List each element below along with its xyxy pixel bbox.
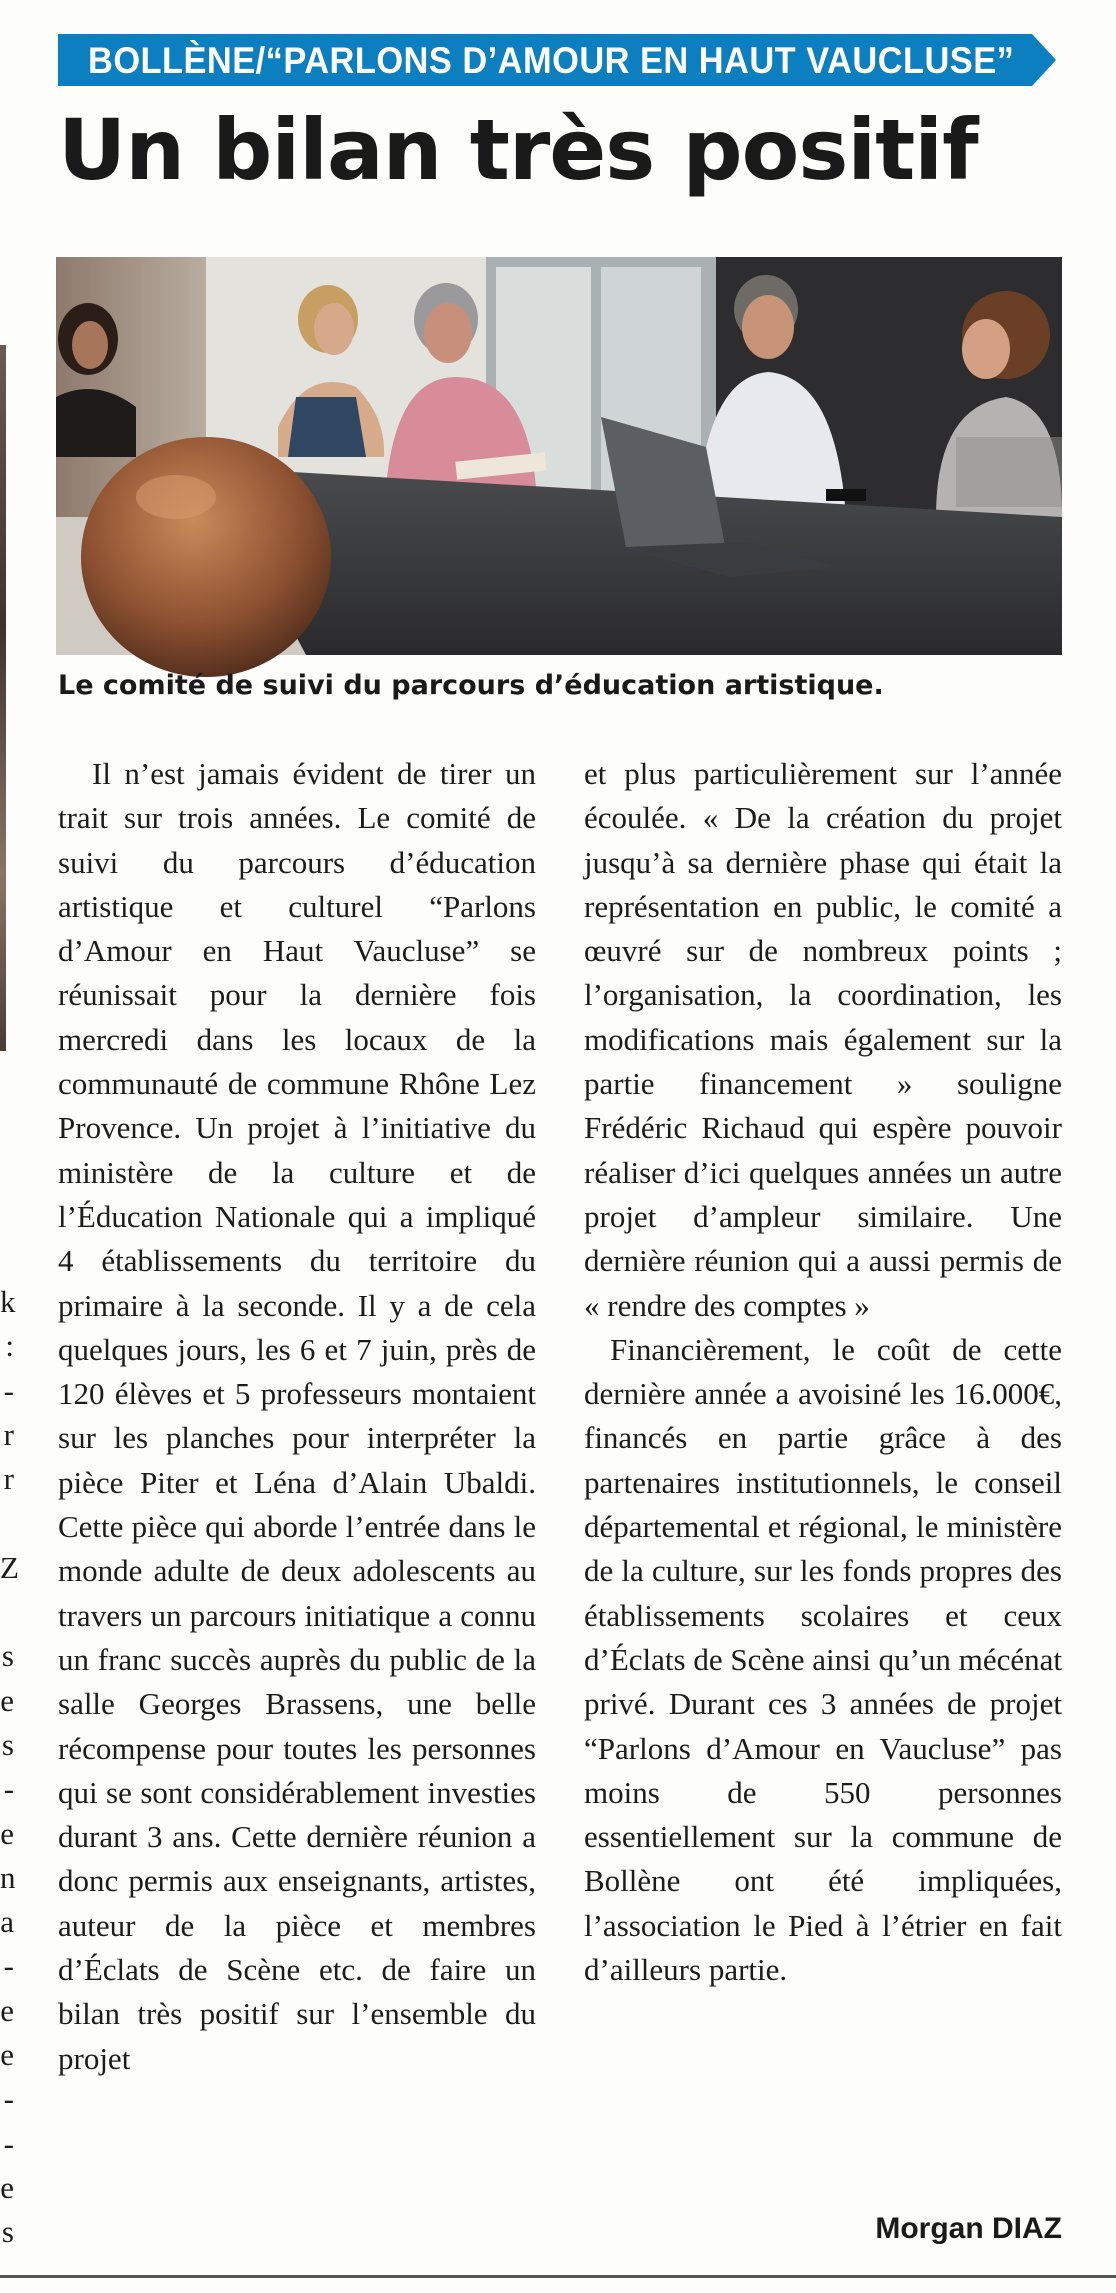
neighbor-letter: k [0, 1284, 16, 1319]
neighbor-letter [0, 1501, 14, 1545]
photo-phone [826, 489, 866, 501]
neighbor-letter: Z [0, 1549, 19, 1585]
article-paragraph: Financièrement, le coût de cette dernière année a avoisiné les 16.000€, financés en partie grâce à des partenaires institutionnels, le conseil départemental et régional, le ministère de la culture, sur les fonds propres des établissements scolaires et ceux d’Éclats de Scène ainsi qu’un mécénat privé. Durant ces 3 années de projet “Parlons d’Amour en Vaucluse” pas moins de 550 personnes essentiellement sur la commune de Bollène ont été impliquées, l’association le Pied à l’étrier en fait d’ailleurs partie. [584, 1331, 1062, 1988]
article-column-left [58, 752, 536, 2081]
neighbor-letter: e [0, 2169, 14, 2205]
neighbor-letter: e [0, 1682, 14, 1718]
neighbor-letter: - [3, 1771, 14, 1807]
kicker-arrow-shape [1032, 34, 1056, 86]
kicker-banner [58, 34, 1058, 86]
page-bottom-rule [0, 2275, 1116, 2278]
neighbor-letter: - [3, 2081, 14, 2117]
neighbor-letter: n [0, 1859, 16, 1895]
neighbor-letter: - [3, 1372, 14, 1408]
neighbor-photo-edge [0, 345, 6, 1051]
headline: Un bilan très positif [58, 101, 978, 199]
kicker-text: BOLLÈNE/“PARLONS D’AMOUR EN HAUT VAUCLUSE” [88, 40, 1015, 81]
neighbor-letter [0, 1590, 14, 1634]
neighbor-letter: s [1, 1638, 14, 1674]
neighbor-letter: s [1, 2214, 14, 2250]
neighbor-letter: e [0, 2037, 14, 2073]
neighbor-letter: a [0, 1904, 14, 1940]
article-photo [56, 257, 1062, 655]
article-paragraph: et plus particulièrement sur l’année écoulée. « De la création du projet jusqu’à sa dernière phase qui était la représentation en public, le comité a œuvré sur de nombreux points ; l’organisation, la coordination, les modifications mais également sur la partie financement » souligne Frédéric Richaud qui espère pouvoir réaliser d’ici quelques années un autre projet d’ampleur similaire. Une dernière réunion qui a aussi permis de « rendre des comptes » [584, 756, 1062, 1323]
neighbor-letter: - [3, 2125, 14, 2161]
neighbor-letter: r [3, 1461, 14, 1497]
article-paragraph: Il n’est jamais évident de tirer un trait sur trois années. Le comité de suivi du parcours d’éducation artistique et culturel “Parlons d’Amour en Haut Vaucluse” se réunissait pour la dernière fois mercredi dans les locaux de la communauté de commune Rhône Lez Provence. Un projet à l’initiative du ministère de la culture et de l’Éducation Nationale qui a impliqué 4 établissements du territoire du primaire à la seconde. Il y a de cela quelques jours, les 6 et 7 juin, près de 120 élèves et 5 professeurs montaient sur les planches pour interpréter la pièce Piter et Léna d’Alain Ubaldi. Cette pièce qui aborde l’entrée dans le monde adulte de deux adolescents au travers un parcours initiatique a connu un franc succès auprès du public de la salle Georges Brassens, une belle récompense pour toutes les personnes qui se sont considérablement investies durant 3 ans. Cette dernière réunion a donc permis aux enseignants, artistes, auteur de la pièce et membres d’Éclats de Scène etc. de faire un bilan très positif sur l’ensemble du projet [58, 756, 536, 2076]
neighbor-letter: - [3, 1948, 14, 1984]
neighbor-letter: r [3, 1416, 14, 1452]
photo-foreground-hair [81, 437, 331, 677]
neighbor-article-edge [0, 1280, 19, 2255]
neighbor-letter: : [5, 1328, 14, 1364]
article-column-right [584, 752, 1062, 1992]
neighbor-letter: s [1, 1726, 14, 1762]
neighbor-letter: e [0, 1815, 14, 1851]
article-byline: Morgan DIAZ [875, 2212, 1062, 2245]
photo-caption: Le comité de suivi du parcours d’éducation artistique. [58, 670, 884, 701]
neighbor-letter: e [0, 1992, 14, 2028]
